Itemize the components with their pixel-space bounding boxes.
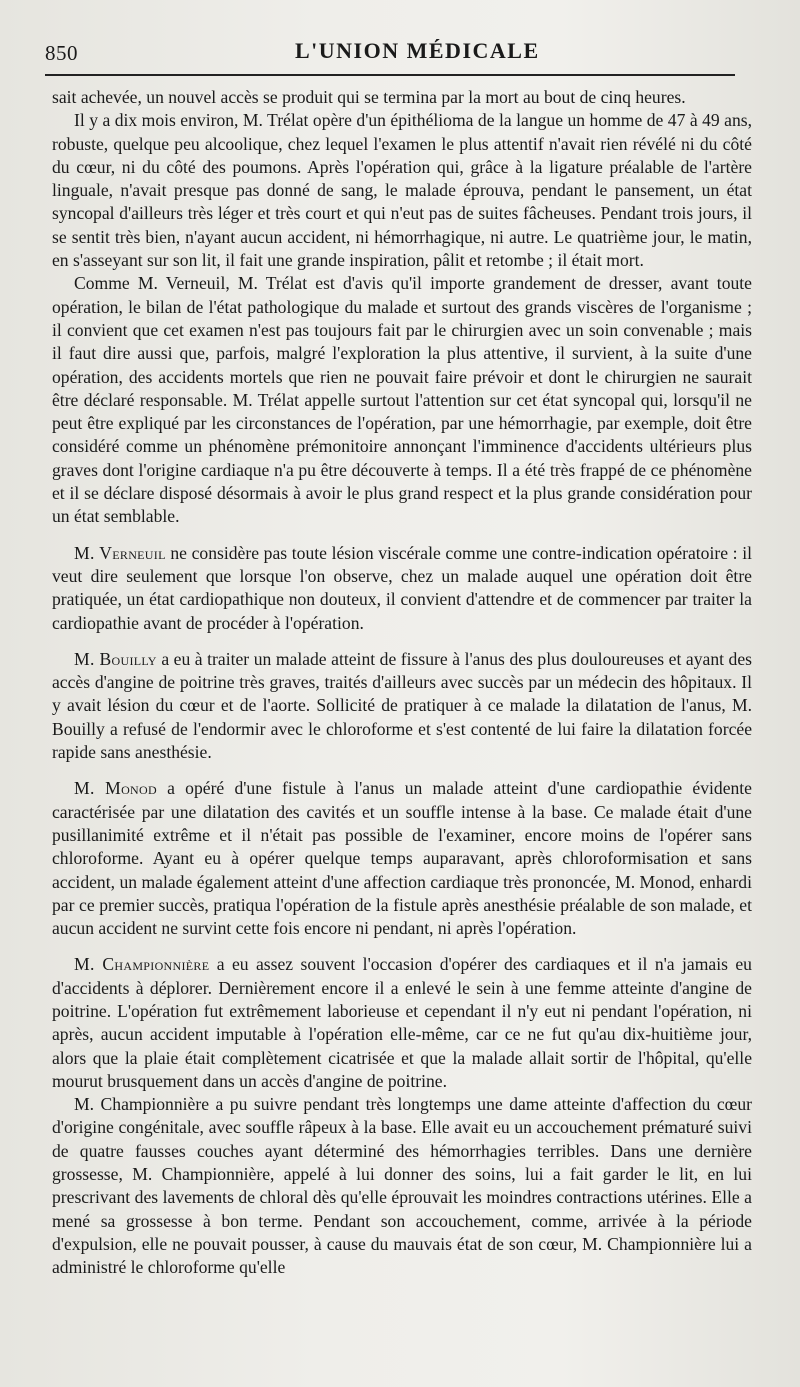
page-body [52, 86, 752, 1280]
paragraph-championniere: M. Championnière a eu assez souvent l'occasion d'opérer des cardiaques et il n'a jamais eu d'accidents à déplorer. Dernièrement encore il a enlevé le sein à une femme atteinte d'angine de poitrine. L'opération fut extrêmement laborieuse et cependant il n'y eut ni pendant l'opération, ni après, aucun accident imputable à l'opération elle-même, car ce ne fut qu'au dix-huitième jour, alors que la plaie était complètement cicatrisée et que la malade allait sortir de l'hôpital, qu'elle mourut brusquement dans un accès d'angine de poitrine. [52, 954, 752, 1091]
page-header [45, 38, 745, 68]
running-title: L'UNION MÉDICALE [295, 38, 540, 63]
paragraph-1: sait achevée, un nouvel accès se produit qui se termina par la mort au bout de cinq heures. [52, 87, 686, 107]
paragraph-monod: M. Monod a opéré d'une fistule à l'anus un malade atteint d'une cardiopathie évidente caractérisée par une dilatation des cavités et un souffle intense à la base. Ce malade était d'une pusillanimité extrême et il n'était pas possible de l'examiner, encore moins de l'opérer sans chloroforme. Ayant eu à opérer quelque temps auparavant, après chloroformisation et sans accident, un malade également atteint d'une affection cardiaque très prononcée, M. Monod, enhardi par ce premier succès, pratiqua l'opération de la fistule après anesthésie préalable de son malade, et aucun accident ne survint cette fois encore ni pendant, ni après l'opération. [52, 778, 752, 939]
header-rule [45, 74, 735, 76]
speaker-name: M. Championnière [74, 954, 210, 975]
paragraph-2: Il y a dix mois environ, M. Trélat opère d'un épithélioma de la langue un homme de 47 à 49 ans, robuste, quelque peu alcoolique, chez lequel l'examen le plus attentif n'avait rien révélé ni du côté du cœur, ni du côté des poumons. Après l'opération qui, grâce à la ligature préalable de l'artère linguale, n'avait presque pas donné de sang, le malade éprouva, pendant le pansement, un état syncopal d'ailleurs très léger et très court et qui n'eut pas de suites fâcheuses. Pendant trois jours, il se sentit très bien, n'ayant aucun accident, ni hémorrhagique, ni autre. Le quatrième jour, le matin, en s'asseyant sur son lit, il fait une grande inspiration, pâlit et retombe ; il était mort. [52, 110, 752, 271]
paragraph-3: Comme M. Verneuil, M. Trélat est d'avis qu'il importe grandement de dresser, avant toute opération, le bilan de l'état pathologique du malade et surtout des grands viscères de l'organisme ; il convient que cet examen n'est pas toujours fait par le chirurgien avec un soin convenable ; mais il faut dire aussi que, parfois, malgré l'exploration la plus attentive, il survient, à la suite d'une opération, des accidents mortels que rien ne pouvait faire prévoir et dont le chirurgien ne saurait être déclaré responsable. M. Trélat appelle surtout l'attention sur cet état syncopal qui, lorsqu'il ne peut être expliqué par les circonstances de l'opération, par une hémorrhagie, par exemple, doit être considéré comme un phénomène prémonitoire annonçant l'imminence d'accidents ultérieurs plus graves dont l'origine cardiaque n'a pu être découverte à temps. Il a été très frappé de ce phénomène et il se déclare disposé désormais à avoir le plus grand respect et la plus grande considération pour un état semblable. [52, 273, 752, 527]
speaker-name: M. Bouilly [74, 648, 157, 669]
paragraph-verneuil: M. Verneuil ne considère pas toute lésion viscérale comme une contre-indication opératoire : il veut dire seulement que lorsque l'on observe, chez un malade auquel une opération doit être pratiquée, un état cardiopathique non douteux, il convient d'attendre et de commencer par traiter la cardiopathie avant de procéder à l'opération. [52, 542, 752, 633]
speaker-name: M. Verneuil [74, 542, 166, 563]
speaker-name: M. Monod [74, 778, 157, 799]
paragraph-bouilly: M. Bouilly a eu à traiter un malade atteint de fissure à l'anus des plus douloureuses et ayant des accès d'angine de poitrine très graves, traités d'ailleurs avec succès par un médecin des hôpitaux. Il y avait lésion du cœur et de l'aorte. Sollicité de pratiquer à ce malade la dilatation de l'anus, M. Bouilly a refusé de l'endormir avec le chloroforme et s'est contenté de lui faire la dilatation forcée rapide sans anesthésie. [52, 648, 752, 763]
paragraph-8: M. Championnière a pu suivre pendant très longtemps une dame atteinte d'affection du cœur d'origine congénitale, avec souffle râpeux à la base. Elle avait eu un accouchement prématuré suivi de quatre fausses couches ayant déterminé des hémorrhagies terribles. Dans une dernière grossesse, M. Championnière, appelé à lui donner des soins, lui a fait garder le lit, en lui prescrivant des lavements de chloral dès qu'elle éprouvait les moindres contractions utérines. Elle a mené sa grossesse à bon terme. Pendant son accouchement, comme, arrivée à la période d'expulsion, elle ne pouvait pousser, à cause du mauvais état de son cœur, M. Championnière lui a administré le chloroforme qu'elle [52, 1094, 752, 1278]
page-number: 850 [45, 41, 78, 65]
